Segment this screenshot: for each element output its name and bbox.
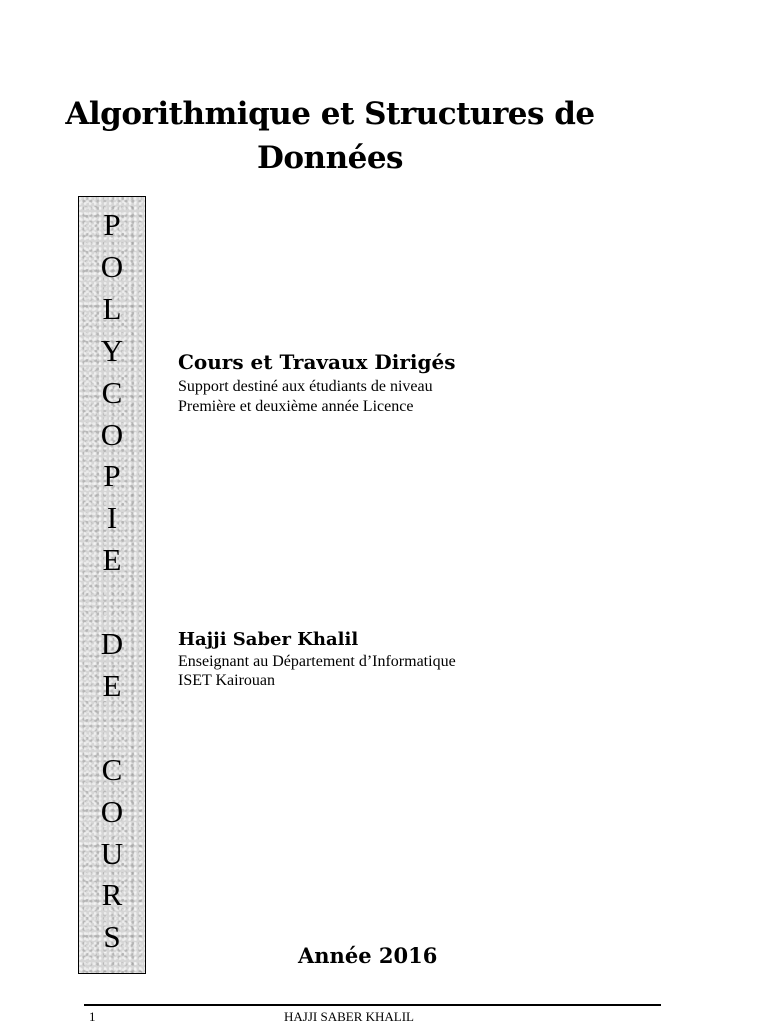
vertical-letter: U xyxy=(100,835,124,871)
author-role: Enseignant au Département d’Informatique xyxy=(178,653,456,670)
vertical-letter: O xyxy=(100,416,124,452)
vertical-letter: Y xyxy=(100,332,124,368)
vertical-letter: R xyxy=(101,877,123,913)
year-label: Année 2016 xyxy=(298,943,438,968)
title-line-1: Algorithmique et Structures de xyxy=(65,96,595,132)
course-description-line-1: Support destiné aux étudiants de niveau xyxy=(178,378,433,395)
course-description-line-2: Première et deuxième année Licence xyxy=(178,398,414,415)
vertical-letter: C xyxy=(101,374,123,410)
vertical-letter: D xyxy=(100,626,124,661)
footer-divider xyxy=(84,1004,661,1006)
vertical-label-box xyxy=(78,196,146,974)
author-institution: ISET Kairouan xyxy=(178,672,276,689)
vertical-letter: C xyxy=(101,751,123,787)
vertical-letter: P xyxy=(103,458,121,494)
vertical-letter: O xyxy=(100,793,124,829)
page-number: 1 xyxy=(89,1009,96,1024)
vertical-letter: E xyxy=(102,542,122,578)
vertical-letter: I xyxy=(106,500,118,536)
document-title xyxy=(20,92,640,180)
vertical-letter: L xyxy=(102,290,122,326)
title-line-2: Données xyxy=(256,140,404,176)
vertical-letter: E xyxy=(102,667,122,703)
vertical-letter: O xyxy=(100,248,124,284)
author-name: Hajji Saber Khalil xyxy=(178,629,359,650)
footer-author-name: HAJJI SABER KHALIL xyxy=(284,1009,414,1024)
course-title: Cours et Travaux Dirigés xyxy=(178,350,456,374)
vertical-letter: P xyxy=(103,207,121,242)
vertical-letter: S xyxy=(103,919,121,955)
